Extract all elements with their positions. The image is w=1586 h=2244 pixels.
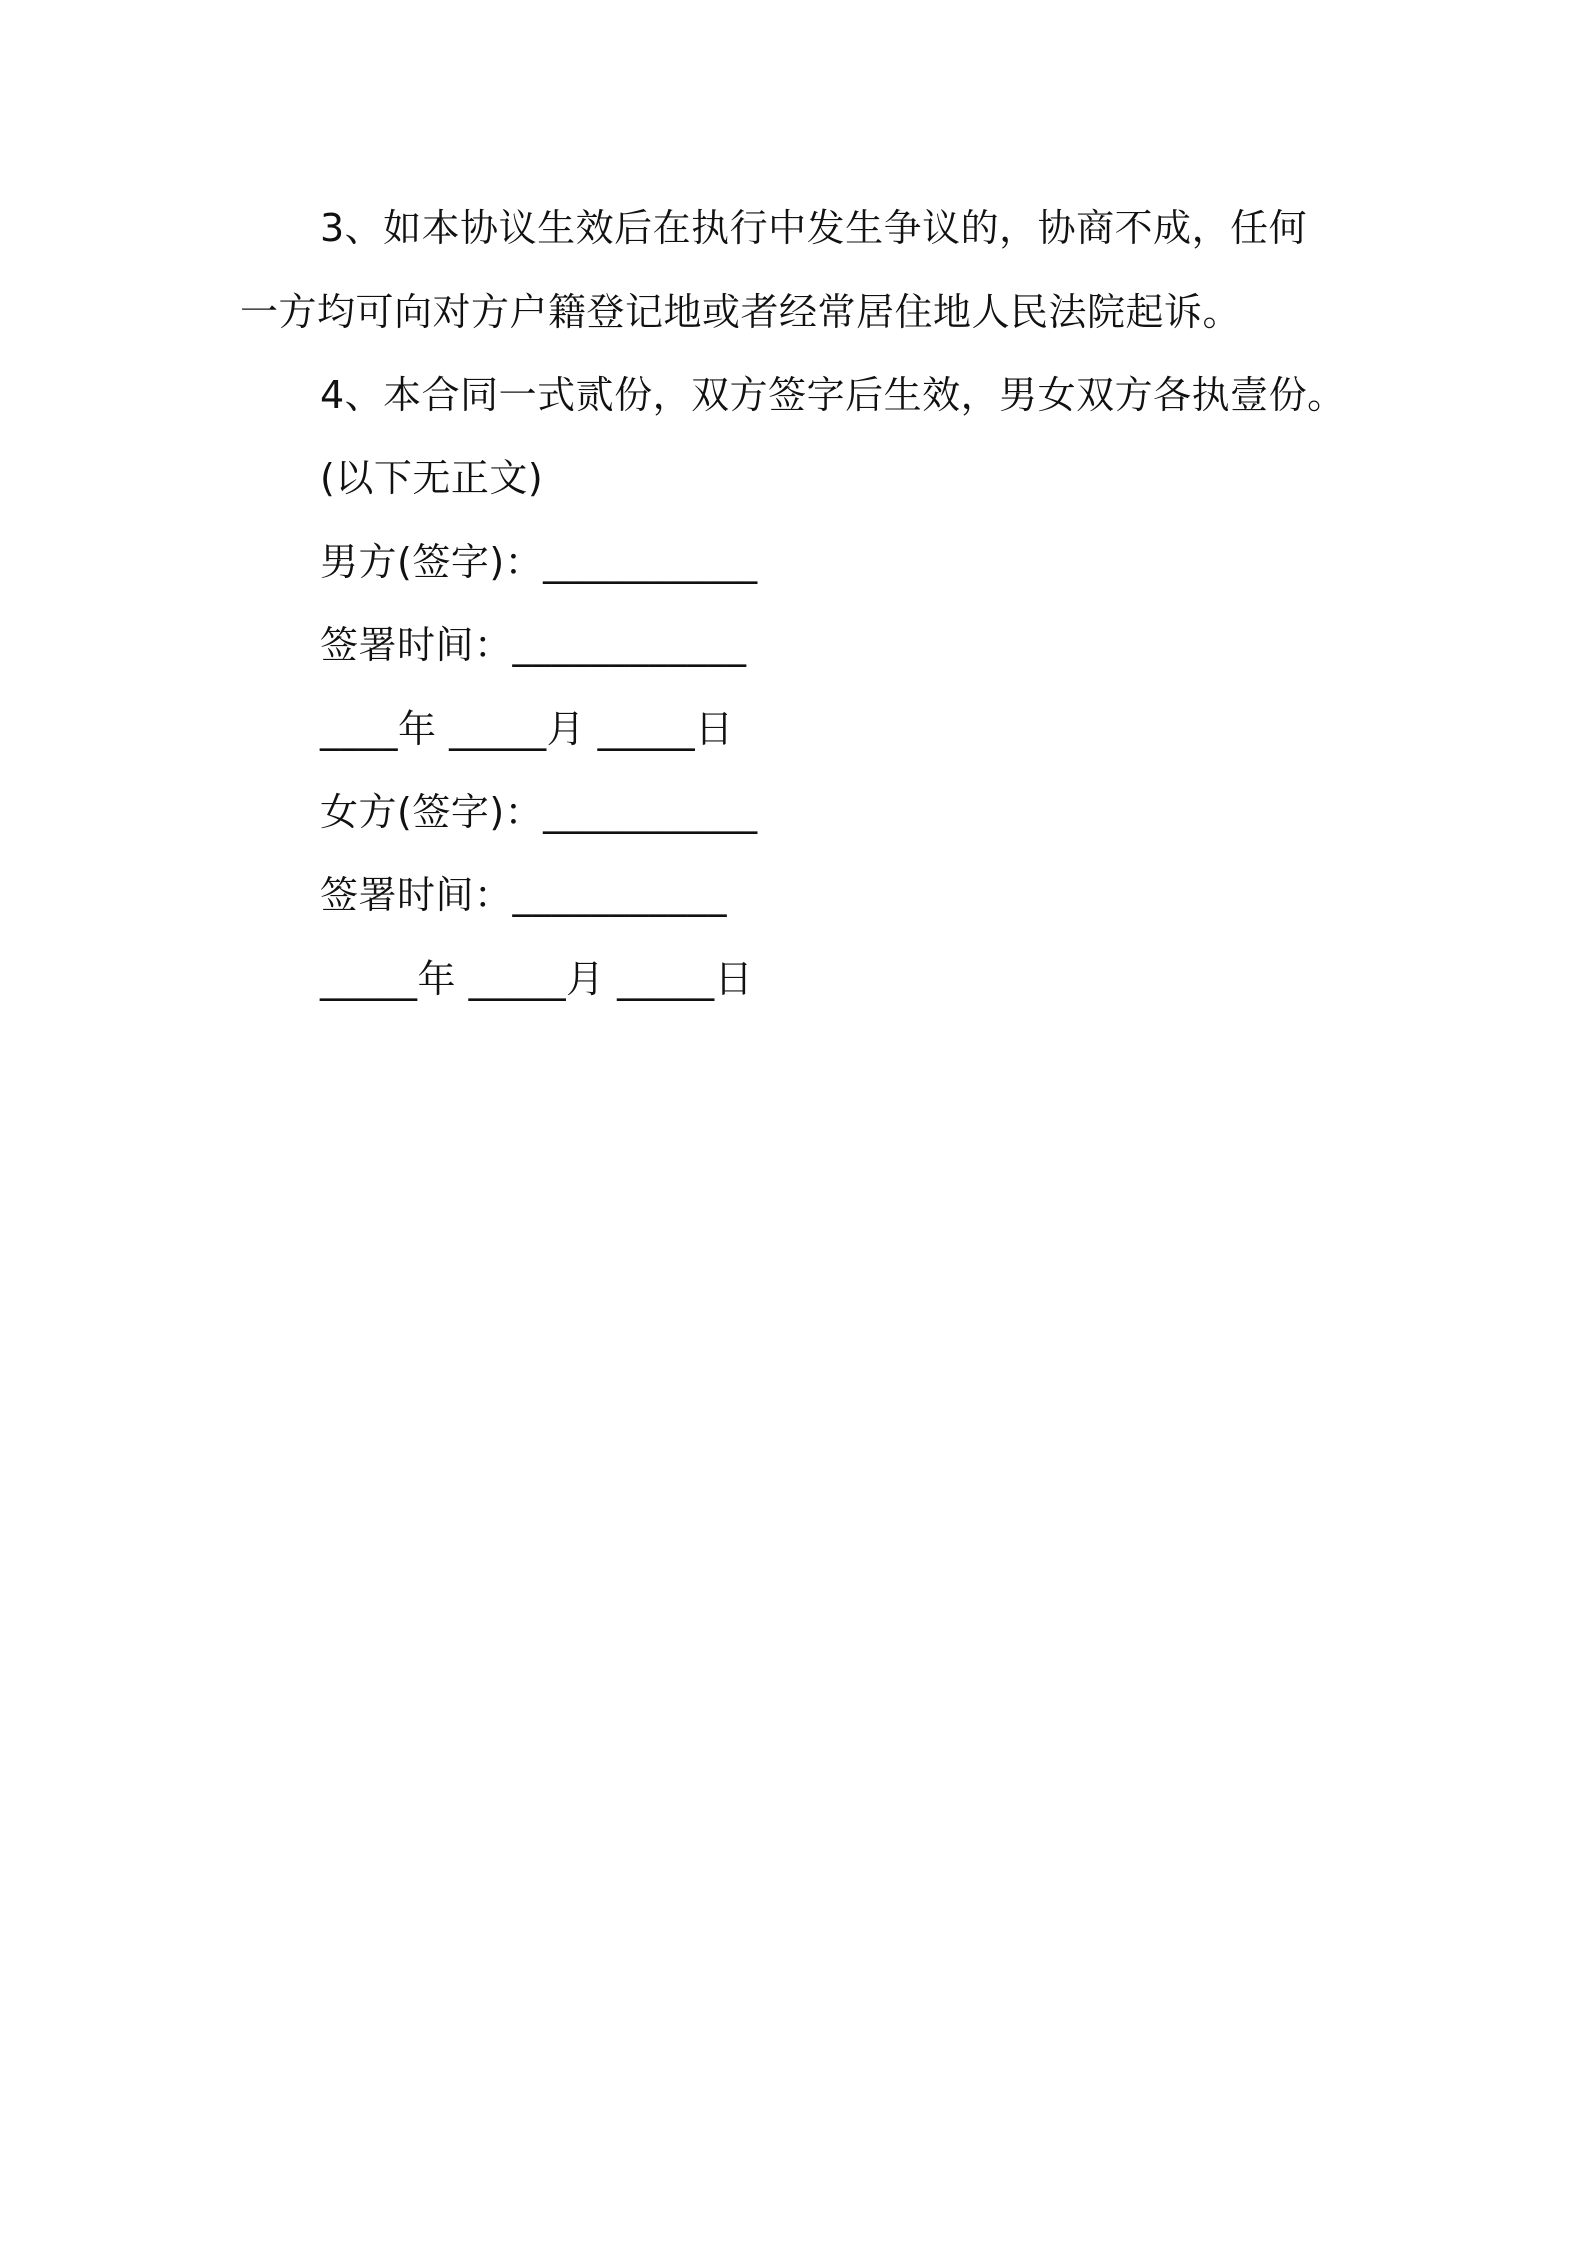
clause-3-line-1: 3、如本协议生效后在执行中发生争议的，协商不成，任何 [320,206,1308,250]
clause-4: 4、本合同一式贰份，双方签字后生效，男女双方各执壹份。 [320,373,1346,417]
female-signature-field: 女方(签字)：___________ [320,790,758,834]
female-date-field: _____年 _____月 _____日 [320,957,754,1001]
male-sign-time-field: 签署时间：____________ [320,623,747,667]
clause-3-line-2: 一方均可向对方户籍登记地或者经常居住地人民法院起诉。 [240,290,1242,334]
end-note: (以下无正文) [320,456,544,500]
male-date-field: ____年 _____月 _____日 [320,707,734,751]
male-signature-field: 男方(签字)：___________ [320,540,758,584]
female-sign-time-field: 签署时间：___________ [320,873,728,917]
